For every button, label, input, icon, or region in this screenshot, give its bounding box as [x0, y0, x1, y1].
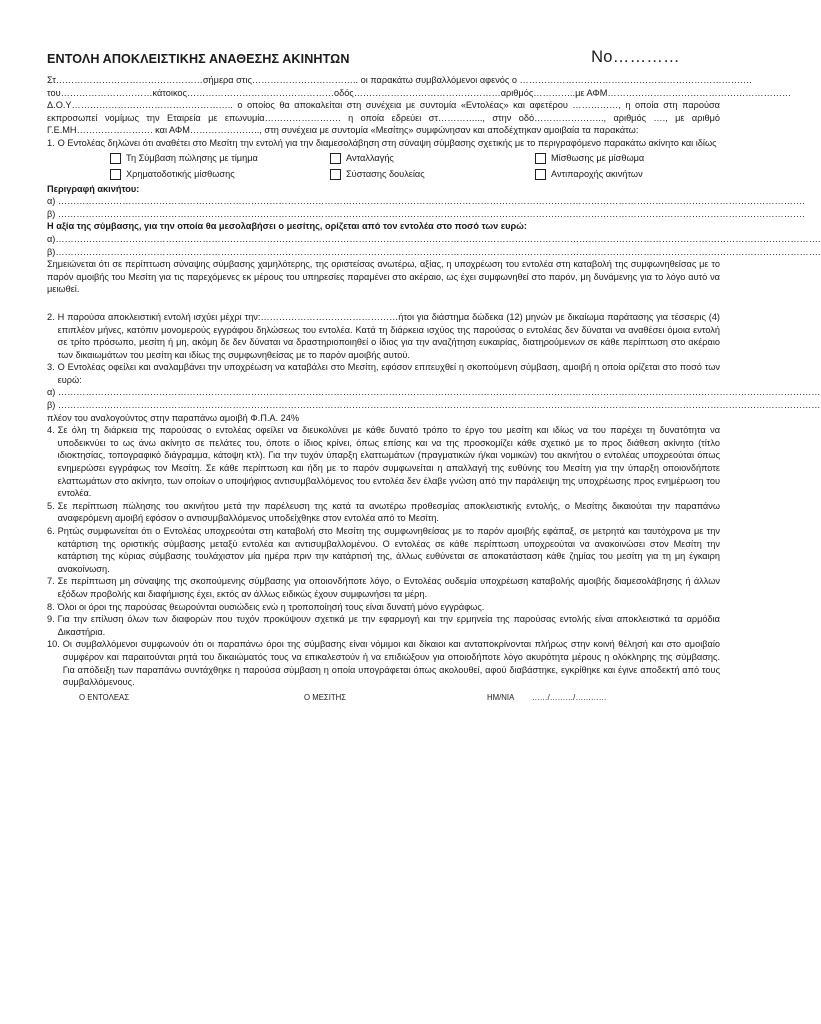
clause-number: 7.	[47, 576, 55, 587]
principal-signature-label[interactable]: Ο ΕΝΤΟΛΕΑΣ	[79, 692, 130, 702]
clause-number: 4.	[47, 425, 55, 436]
document-number: Νο…………	[591, 48, 680, 66]
clause-number: 3.	[47, 362, 55, 373]
value-line-b[interactable]: β)…………………………………………………………………………………………………………………………………………………………………………………………………………………………….	[47, 246, 821, 257]
document-body	[47, 74, 821, 704]
clause-text: Ο Εντολέας δηλώνει ότι αναθέτει στο Μεσίτη την εντολή για την διαμεσολάβηση στη σύναψη σύμβασης σχετικής με το περιγραφόμενο παρακάτω ακίνητο και ιδίως	[57, 137, 717, 148]
clause-5	[47, 500, 720, 525]
option-label: Σύστασης δουλείας	[346, 169, 425, 180]
clause-text: Οι συμβαλλόμενοι συμφωνούν ότι οι παραπάνω όροι της σύμβασης είναι νόμιμοι και δίκαιοι και ανταποκρίνονται πλήρως στην κοινή θέλησή και στο αμοιβαίο συμφέρον και παραιτούνται ρητά του δικαιώματός τους να επικαλεστούν ή να επιδιώξουν για οποιοδήποτε λόγο ακυρότητα μέρους η ολόκληρης της σύμβασης. Για απόδειξη των παραπάνω συντάχθηκε η παρούσα σύμβαση η οποία υπογράφεται όπως ακολουθεί, αφού διαβάστηκε, εγκρίθηκε και έγινε αποδεκτή από τους συμβαλλόμενους.	[62, 639, 720, 688]
clause-number: 1.	[47, 137, 55, 148]
document-header	[47, 44, 720, 66]
value-line-a[interactable]: α)…………………………………………………………………………………………………………………………………………………………………………………………………………………………….	[47, 233, 821, 244]
property-heading: Περιγραφή ακινήτου:	[47, 183, 140, 194]
clause-7	[47, 575, 720, 600]
option-sale[interactable]	[110, 151, 330, 167]
option-financial-lease[interactable]	[110, 167, 330, 183]
clause-number: 2.	[47, 311, 55, 322]
value-heading: Η αξία της σύμβασης, για την οποία θα μεσολαβήσει ο μεσίτης, ορίζεται από τον εντολέα στο ποσό των ευρώ:	[47, 221, 527, 232]
clause-number: 8.	[47, 601, 55, 612]
clause-3	[47, 361, 720, 386]
date-label: ΗΜ/ΝΙΑ	[487, 692, 515, 702]
intro-paragraph[interactable]: Δ.Ο.Υ…………………………………………….. ο οποίος θα αποκαλείται στη συνέχεια με συντομία «Εντολέας» και αφετέρου ……………, η οποία στη παρούσα εκπροσωπεί νομίμως την Εταιρεία με επωνυμία……………………. η οποία εδρεύει στ…………..., στην οδό………………….., αριθμός …., με αριθμό Γ.Ε.ΜΗ……………………. και ΑΦΜ………………….., στη συνέχεια με συντομία «Μεσίτης» συμφώνησαν και αποδέχτηκαν αμοιβαία τα παρακάτω:	[47, 100, 720, 136]
clause-number: 6.	[47, 526, 55, 536]
clause-text: Σε περίπτωση μη σύναψης της σκοπούμενης σύμβασης για οποιονδήποτε λόγο, ο Εντολέας ουδεμία υποχρέωση καταβολής αμοιβής διαμεσολάβησης ή άλλων εξόδων προβολής και διαφήμισης έχει, εκτός αν άλλως ειδικώς έχουν συμφωνήσει τα μέρη.	[57, 576, 720, 599]
clause-2	[47, 311, 720, 361]
checkbox[interactable]	[330, 153, 341, 164]
checkbox[interactable]	[330, 169, 341, 180]
option-exchange[interactable]	[330, 151, 535, 167]
fee-line-b[interactable]: β) ……………………………………………………………………………………………………………………………………………………………………………………………………………………………	[47, 400, 821, 411]
option-label: Χρηματοδοτικής μίσθωσης	[126, 169, 235, 180]
intro-line-2[interactable]: του…………………………κάτοικος…………………………………………οδός…………………………………………αριθμός…………..με ΑΦΜ……………………………………………………	[47, 87, 792, 98]
clause-10	[47, 638, 720, 688]
clause-8	[47, 601, 720, 614]
signature-block	[47, 692, 720, 705]
checkbox[interactable]	[535, 153, 546, 164]
document-page	[47, 44, 821, 704]
clause-number: 5.	[47, 500, 55, 511]
clause-number: 9.	[47, 614, 55, 625]
checkbox[interactable]	[535, 169, 546, 180]
option-label: Ανταλλαγής	[346, 153, 394, 164]
vat-note: πλέον του αναλογούντος στην παραπάνω αμοιβή Φ.Π.Α. 24%	[47, 412, 300, 423]
date-field[interactable]: ……/………/…………	[532, 692, 607, 702]
option-lease[interactable]	[535, 151, 720, 167]
option-easement[interactable]	[330, 167, 535, 183]
option-consideration[interactable]	[535, 167, 720, 183]
value-note: Σημειώνεται ότι σε περίπτωση σύναψης σύμβασης χαμηλότερης, της οριστείσας ανωτέρω, αξίας, η υποχρέωση του εντολέα στη καταβολή της συμφωνηθείσας με το παρόν αμοιβής του Μεσίτη για τις παρεχόμενες εκ μέρους του υπηρεσίες παραμένει στο ακέραιο, ως έχει συμφωνηθεί στο παρόν, μη δυνάμενης για το λόγο αυτό να μειωθεί.	[47, 259, 720, 295]
checkbox[interactable]	[110, 153, 121, 164]
clause-text: Σε όλη τη διάρκεια της παρούσας ο εντολέας οφείλει να διευκολύνει με κάθε δυνατό τρόπο το έργο του μεσίτη και ιδίως να του παρέχει τη δυνατότητα να υποδεικνύει το ως άνω ακίνητο σε πελάτες του, όποτε ο ίδιος κρίνει, όπως επίσης και να της προσκομίζει κάθε σχετικό με το προς διάθεση ακίνητο (τίτλο ιδιοκτησίας, τοπογραφικό διάγραμμα, κάτοψη κτλ). Για την τυχόν ύπαρξη ελαττωμάτων (πραγματικών ή/και νομικών) του ακινήτου ο εντολέας υποχρεούται όπως ενημερώσει εγγράφως τον Μεσίτη. Σε κάθε περίπτωση και ήδη με το παρόν συμφωνείται η απαλλαγή της ευθύνης του Μεσίτη για την ύπαρξη οποιονδήποτε ελαττωμάτων στο ακίνητο, των οποίων ο υποψήφιος αντισυμβαλλόμενος του εντολέα δεν έλαβε γνώση από την παράλειψη της υποχρέωσης προς ενημέρωση του εντολέα.	[57, 425, 720, 499]
clause-text: Ρητώς συμφωνείται ότι ο Εντολέας υποχρεούται στη καταβολή στο Μεσίτη της συμφωνηθείσας με το παρόν αμοιβής εφάπαξ, σε μετρητά και ταυτόχρονα με την κατάρτιση της οριστικής σύμβασης μεταξύ εντολέα και αντισυμβαλλομένου. Ο εντολέας σε κάθε περίπτωση υποχρεούται να ανακοινώσει στον Μεσίτη την κατάρτιση της κύριας σύμβασης τουλάχιστον μία ημέρα πριν την κατάρτισή της, άλλως ευθύνεται σε αποκατάσταση κάθε ζημίας του μεσίτη για τη μη έγκαιρη ανακοίνωση.	[57, 526, 720, 574]
broker-signature-label[interactable]: Ο ΜΕΣΙΤΗΣ	[304, 692, 347, 702]
option-label: Τη Σύμβαση πώλησης με τίμημα	[126, 153, 258, 164]
property-line-b[interactable]: β) ……………………………………………………………………………………………………………………………………………………………………………………………………………………….	[47, 208, 805, 219]
option-label: Μίσθωσης με μίσθωμα	[551, 153, 645, 164]
clause-9	[47, 613, 720, 638]
checkbox[interactable]	[110, 169, 121, 180]
property-line-a[interactable]: α) ……………………………………………………………………………………………………………………………………………………………………………………………………………………….	[47, 196, 805, 207]
contract-type-options	[110, 151, 720, 183]
clause-1	[47, 137, 720, 150]
fee-line-a[interactable]: α) ……………………………………………………………………………………………………………………………………………………………………………………………………………………………	[47, 387, 821, 398]
clause-text[interactable]: Η παρούσα αποκλειστική εντολή ισχύει μέχρι την:………………………………………ήτοι για διάστημα δώδεκα (12) μηνών με δικαίωμα παράτασης για τέσσερις (4) επιπλέον μήνες, κατόπιν μονομερούς εγγράφου δηλώσεως του εντολέα. Κατά τη διάρκεια ισχύος της παρούσας ο εντολέας δεν δύναται να αναθέσει όμοια εντολή σε τρίτο πρόσωπο, μεσίτη ή μη, ακόμη δε δεν δύναται να δραστηριοποιηθεί ο ίδιος για την αναζήτηση ευκαιρίας, διατηρούμενων σε κάθε περίπτωση στο ακέραιο των δικαιωμάτων του μεσίτη και ιδίως της συμφωνηθείσας με το παρόν αμοιβής αυτού.	[57, 311, 720, 360]
clause-text: Για την επίλυση όλων των διαφορών που τυχόν προκύψουν σχετικά με την εφαρμογή και την ερμηνεία της παρούσας εντολής είναι αποκλειστικά τα αρμόδια Δικαστήρια.	[57, 614, 720, 637]
clause-text: Σε περίπτωση πώλησης του ακινήτου μετά την παρέλευση της κατά τα ανωτέρω προθεσμίας αποκλειστικής εντολής, ο Μεσίτης δικαιούται την παραπάνω αναφερόμενη αμοιβή εφόσον ο αντισυμβαλλόμενος υποδείχθηκε στον εντολέα από το Μεσίτη.	[57, 500, 720, 524]
document-title: ΕΝΤΟΛΗ ΑΠΟΚΛΕΙΣΤΙΚΗΣ ΑΝΑΘΕΣΗΣ ΑΚΙΝΗΤΩΝ	[47, 52, 350, 66]
clause-4	[47, 424, 720, 500]
intro-line-1[interactable]: Στ…………………………………………σήμερα στις…………………………….. οι παρακάτω συμβαλλόμενοι αφενός ο ………………………………………………………………….	[47, 75, 752, 85]
clause-text: Όλοι οι όροι της παρούσας θεωρούνται ουσιώδεις ενώ η τροποποίησή τους είναι δυνατή μόνο εγγράφως.	[57, 601, 485, 612]
option-label: Αντιπαροχής ακινήτων	[551, 169, 643, 180]
clause-6	[47, 525, 720, 575]
clause-number: 10.	[47, 639, 60, 650]
clause-text: Ο Εντολέας οφείλει και αναλαμβάνει την υποχρέωση να καταβάλει στο Μεσίτη, εφόσον επιτευχθεί η σκοπούμενη σύμβαση, αμοιβή η οποία ορίζεται στο ποσό των ευρώ:	[57, 362, 720, 385]
